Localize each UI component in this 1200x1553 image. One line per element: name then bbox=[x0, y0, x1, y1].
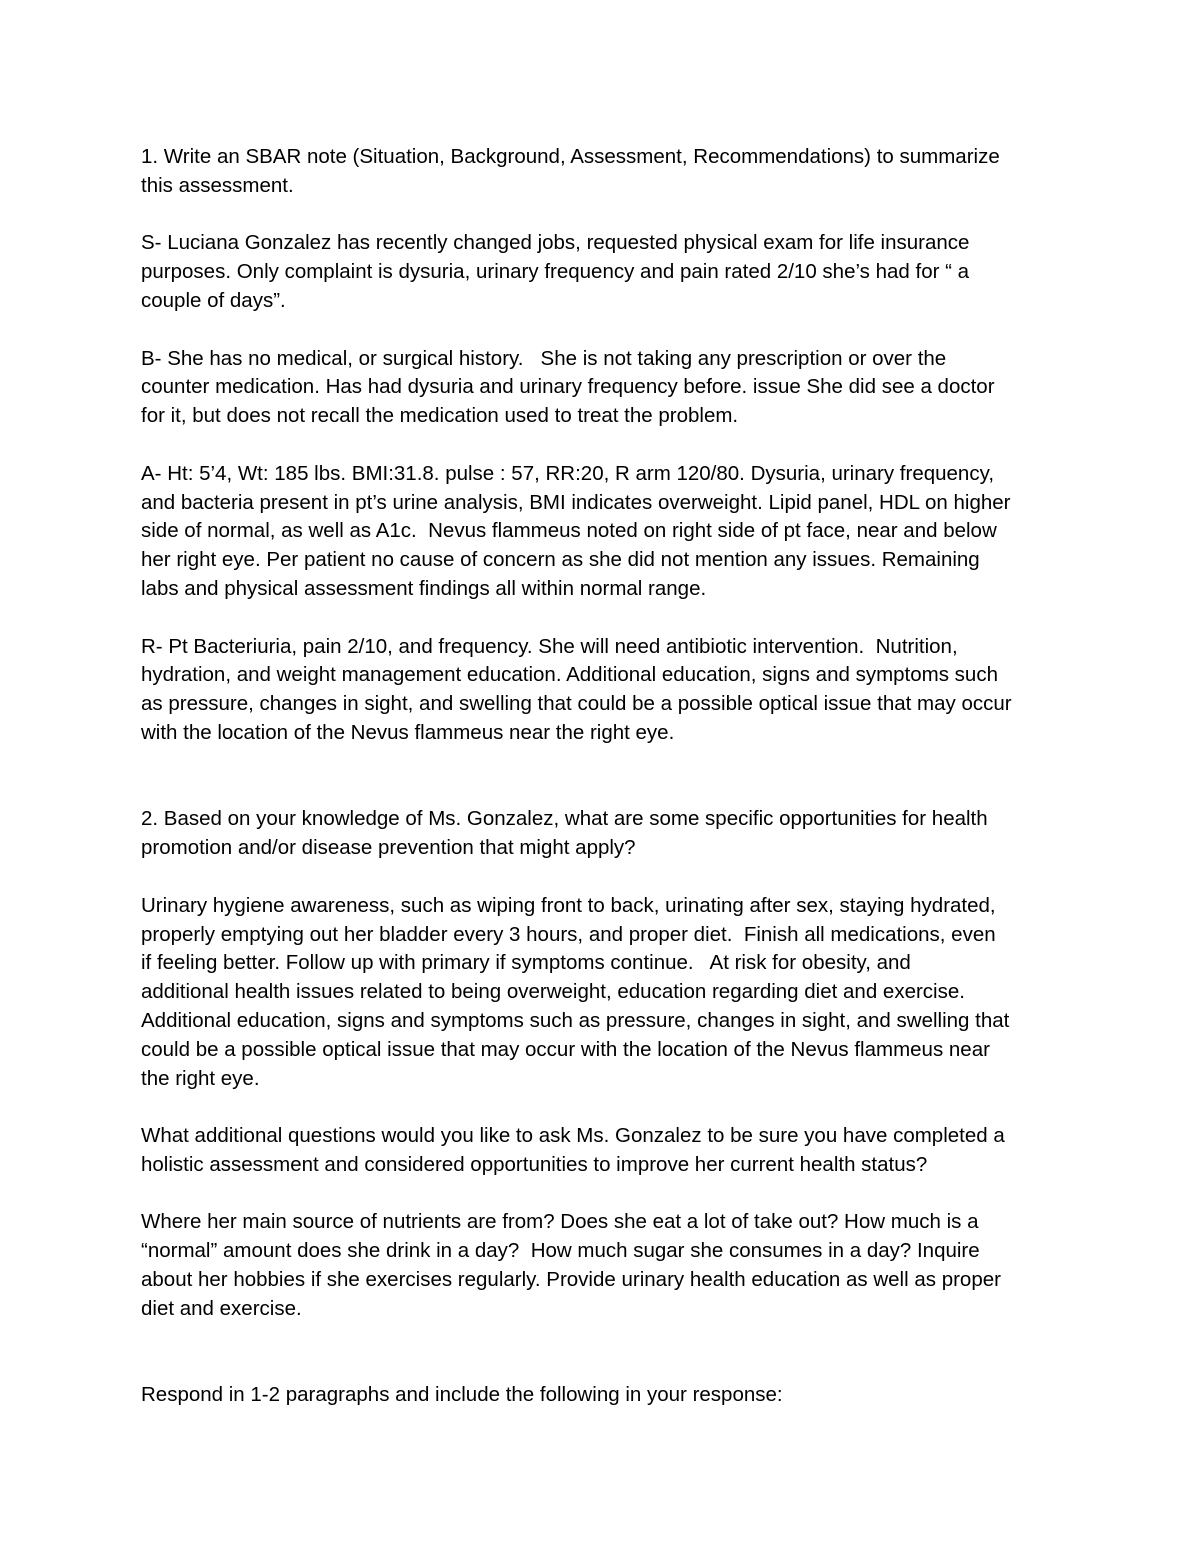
text-line: additional health issues related to being overweight, education regarding diet and exercise. bbox=[141, 980, 965, 1004]
sbar-situation bbox=[141, 229, 1061, 315]
text-line: about her hobbies if she exercises regularly. Provide urinary health education as well as proper bbox=[141, 1268, 1001, 1292]
text-line: this assessment. bbox=[141, 173, 294, 197]
text-line: purposes. Only complaint is dysuria, urinary frequency and pain rated 2/10 she’s had for “ a bbox=[141, 260, 970, 284]
q2-prompt bbox=[141, 805, 1061, 863]
text-line: Where her main source of nutrients are from? Does she eat a lot of take out? How much is a bbox=[141, 1210, 979, 1234]
q3-prompt bbox=[141, 1122, 1061, 1180]
closing-instruction bbox=[141, 1381, 1061, 1410]
text-line: side of normal, as well as A1c. Nevus flammeus noted on right side of pt face, near and below bbox=[141, 519, 997, 543]
text-line: holistic assessment and considered opportunities to improve her current health status? bbox=[141, 1152, 928, 1176]
text-line: as pressure, changes in sight, and swelling that could be a possible optical issue that may occur bbox=[141, 692, 1012, 716]
q2-answer bbox=[141, 892, 1061, 1094]
q3-answer bbox=[141, 1208, 1061, 1323]
text-line: What additional questions would you like to ask Ms. Gonzalez to be sure you have completed a bbox=[141, 1124, 1005, 1148]
text-line: promotion and/or disease prevention that might apply? bbox=[141, 836, 636, 860]
sbar-recommendation bbox=[141, 633, 1061, 748]
q1-prompt bbox=[141, 143, 1061, 201]
text-line: “normal” amount does she drink in a day? How much sugar she consumes in a day? Inquire bbox=[141, 1239, 980, 1263]
text-line: B- She has no medical, or surgical history. She is not taking any prescription or over the bbox=[141, 346, 947, 370]
text-line: diet and exercise. bbox=[141, 1296, 302, 1320]
text-line: properly emptying out her bladder every 3 hours, and proper diet. Finish all medications, even bbox=[141, 922, 996, 946]
text-line: A- Ht: 5’4, Wt: 185 lbs. BMI:31.8. pulse : 57, RR:20, R arm 120/80. Dysuria, urinary frequency, bbox=[141, 461, 995, 485]
text-line: Additional education, signs and symptoms such as pressure, changes in sight, and swelling that bbox=[141, 1008, 1010, 1032]
text-line: labs and physical assessment findings all within normal range. bbox=[141, 576, 707, 600]
text-line: hydration, and weight management education. Additional education, signs and symptoms such bbox=[141, 663, 998, 687]
text-line: S- Luciana Gonzalez has recently changed jobs, requested physical exam for life insurance bbox=[141, 231, 970, 255]
text-line: if feeling better. Follow up with primary if symptoms continue. At risk for obesity, and bbox=[141, 951, 911, 975]
text-line: 2. Based on your knowledge of Ms. Gonzalez, what are some specific opportunities for health bbox=[141, 807, 988, 831]
text-line: for it, but does not recall the medication used to treat the problem. bbox=[141, 404, 739, 428]
sbar-assessment bbox=[141, 460, 1061, 604]
text-line: her right eye. Per patient no cause of concern as she did not mention any issues. Remaining bbox=[141, 548, 980, 572]
text-line: Urinary hygiene awareness, such as wiping front to back, urinating after sex, staying hydrated, bbox=[141, 893, 996, 917]
document-body bbox=[141, 143, 1061, 1410]
text-line: and bacteria present in pt’s urine analysis, BMI indicates overweight. Lipid panel, HDL on higher bbox=[141, 490, 1011, 514]
text-line: R- Pt Bacteriuria, pain 2/10, and frequency. She will need antibiotic intervention. Nutrition, bbox=[141, 634, 958, 658]
text-line: could be a possible optical issue that may occur with the location of the Nevus flammeus near bbox=[141, 1037, 990, 1061]
text-line: Respond in 1-2 paragraphs and include the following in your response: bbox=[141, 1383, 783, 1407]
sbar-background bbox=[141, 345, 1061, 431]
text-line: the right eye. bbox=[141, 1066, 260, 1090]
text-line: couple of days”. bbox=[141, 288, 286, 312]
text-line: with the location of the Nevus flammeus near the right eye. bbox=[141, 720, 675, 744]
text-line: counter medication. Has had dysuria and urinary frequency before. issue She did see a doctor bbox=[141, 375, 995, 399]
text-line: 1. Write an SBAR note (Situation, Background, Assessment, Recommendations) to summarize bbox=[141, 145, 1000, 168]
